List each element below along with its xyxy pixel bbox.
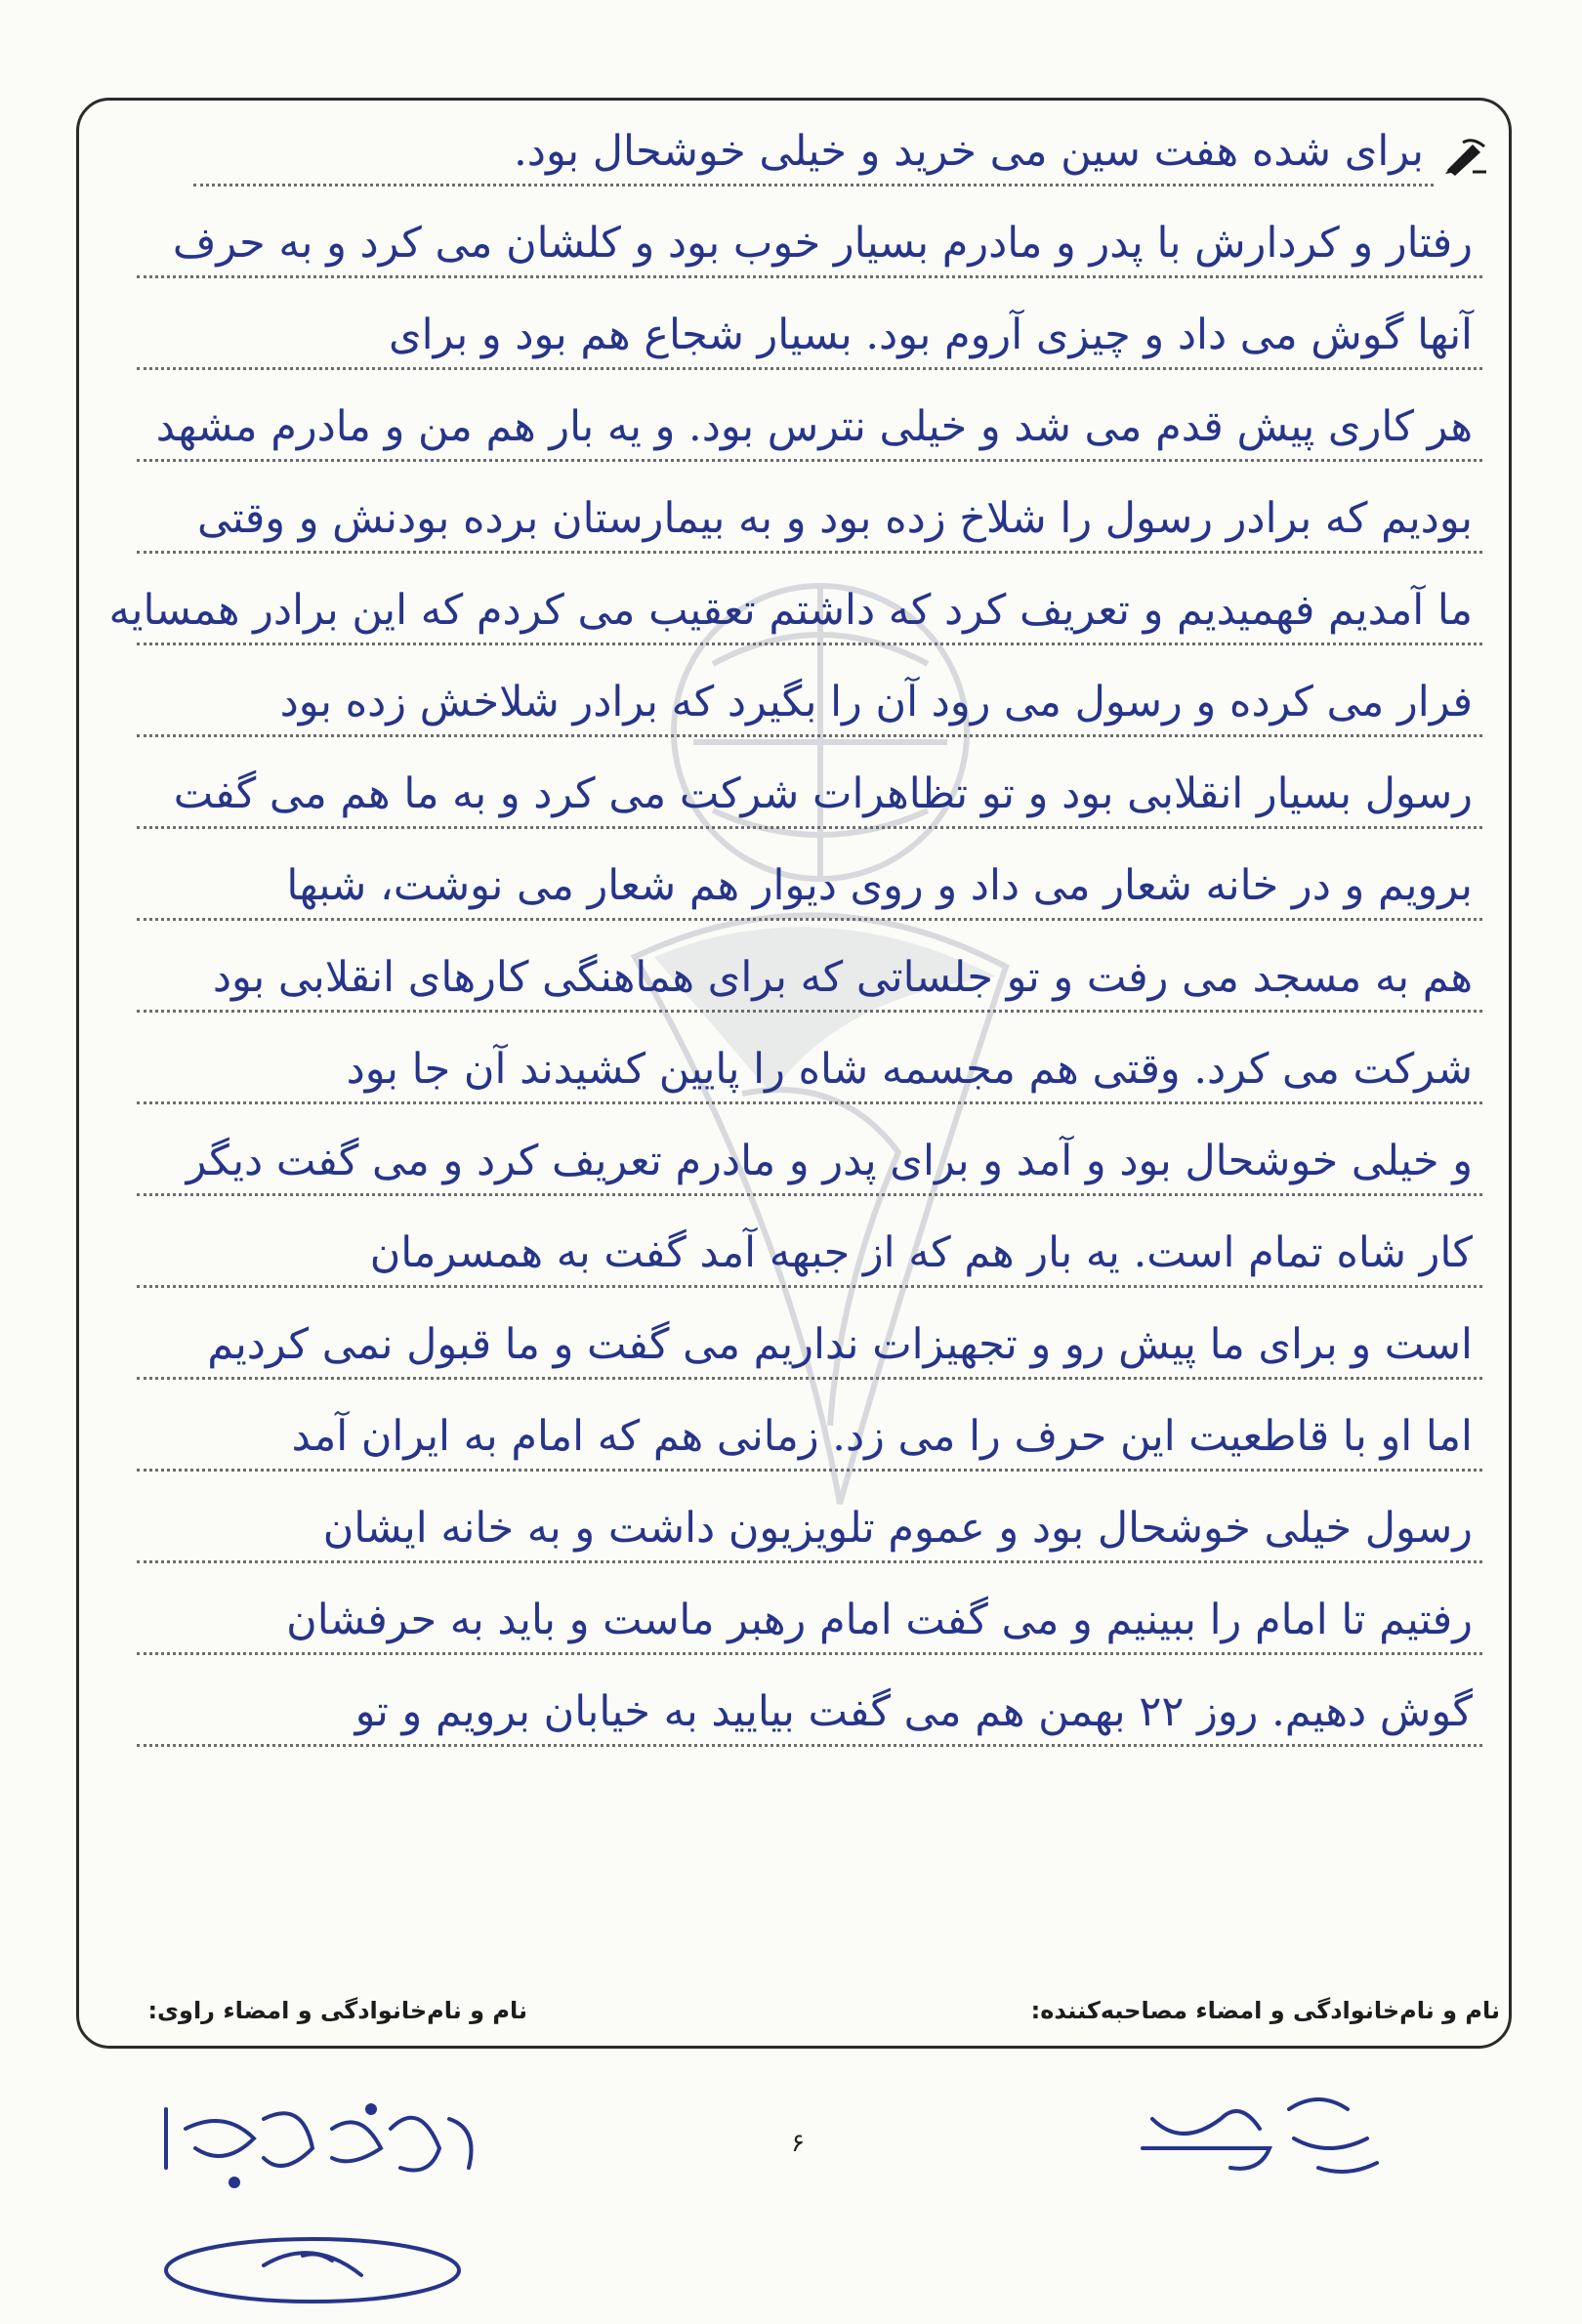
handwritten-line bbox=[193, 115, 1434, 187]
handwritten-line bbox=[137, 299, 1482, 370]
pen-icon bbox=[1443, 137, 1488, 176]
handwritten-line bbox=[137, 758, 1482, 829]
line-text: ما آمدیم فهمیدیم و تعریف کرد که داشتم تعقیب می کردم که این برادر همسایه bbox=[108, 586, 1473, 635]
narrator-signature-label: نام و نام‌خانوادگی و امضاء راوی: bbox=[147, 1997, 527, 2024]
handwritten-line bbox=[137, 666, 1482, 737]
page-number: ۶ bbox=[791, 2129, 805, 2158]
handwritten-line bbox=[137, 1676, 1482, 1747]
line-text: برویم و در خانه شعار می داد و روی دیوار هم شعار می نوشت، شبها bbox=[286, 861, 1473, 910]
line-text: است و برای ما پیش رو و تجهیزات نداریم می گفت و ما قبول نمی کردیم bbox=[207, 1320, 1473, 1369]
line-text: شرکت می کرد. وقتی هم مجسمه شاه را پایین کشیدند آن جا بود bbox=[346, 1045, 1473, 1094]
handwritten-line bbox=[137, 1492, 1482, 1563]
handwritten-line bbox=[137, 1584, 1482, 1655]
narrator-signature bbox=[146, 2090, 498, 2314]
line-text: رسول بسیار انقلابی بود و تو تظاهرات شرکت می کرد و به ما هم می گفت bbox=[173, 769, 1473, 818]
line-text: اما او با قاطعیت این حرف را می زد. زمانی هم که امام به ایران آمد bbox=[291, 1412, 1473, 1461]
handwritten-line bbox=[137, 1125, 1482, 1196]
line-text: رسول خیلی خوشحال بود و عموم تلویزیون داشت و به خانه ایشان bbox=[322, 1504, 1473, 1553]
handwritten-line bbox=[137, 482, 1482, 554]
line-text: فرار می کرده و رسول می رود آن را بگیرد که برادر شلاخش زده بود bbox=[279, 678, 1473, 726]
handwritten-line bbox=[137, 207, 1482, 278]
line-text: و خیلی خوشحال بود و آمد و برای پدر و مادرم تعریف کرد و می گفت دیگر bbox=[186, 1137, 1473, 1185]
interviewer-signature bbox=[1123, 2080, 1396, 2187]
line-text: رفتیم تا امام را ببینیم و می گفت امام رهبر ماست و باید به حرفشان bbox=[286, 1596, 1473, 1644]
handwritten-line bbox=[137, 1217, 1482, 1288]
handwritten-line bbox=[137, 850, 1482, 921]
line-text: کار شاه تمام است. یه بار هم که از جبهه آمد گفت به همسرمان bbox=[369, 1228, 1473, 1277]
handwritten-line bbox=[137, 391, 1482, 462]
line-text: آنها گوش می داد و چیزی آروم بود. بسیار شجاع هم بود و برای bbox=[388, 311, 1473, 359]
line-text: برای شده هفت سین می خرید و خیلی خوشحال بود. bbox=[514, 127, 1424, 176]
line-text: هم به مسجد می رفت و تو جلساتی که برای هماهنگی کارهای انقلابی بود bbox=[212, 953, 1473, 1002]
handwritten-line bbox=[137, 1033, 1482, 1104]
handwritten-line bbox=[137, 941, 1482, 1013]
interviewer-signature-label: نام و نام‌خانوادگی و امضاء مصاحبه‌کننده: bbox=[1030, 1997, 1500, 2024]
line-text: گوش دهیم. روز ۲۲ بهمن هم می گفت بیایید به خیابان برویم و تو bbox=[354, 1687, 1473, 1736]
line-text: بودیم که برادر رسول را شلاخ زده بود و به بیمارستان برده بودنش و وقتی bbox=[196, 494, 1473, 543]
handwritten-line bbox=[137, 1400, 1482, 1472]
line-text: رفتار و کردارش با پدر و مادرم بسیار خوب بود و کلشان می کرد و به حرف bbox=[172, 219, 1473, 268]
handwritten-line bbox=[108, 574, 1482, 645]
handwritten-line bbox=[137, 1308, 1482, 1380]
line-text: هر کاری پیش قدم می شد و خیلی نترس بود. و یه بار هم من و مادرم مشهد bbox=[155, 402, 1473, 451]
